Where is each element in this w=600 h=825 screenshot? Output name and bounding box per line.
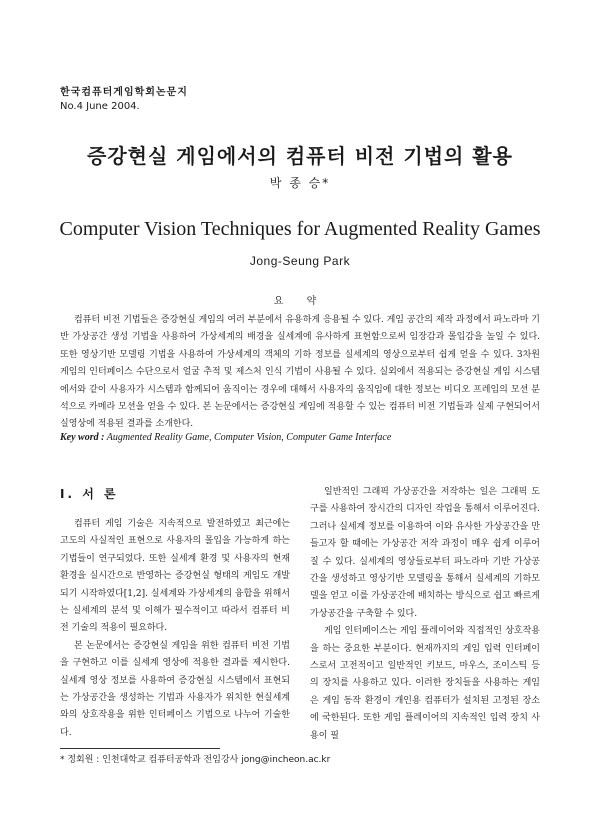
paper-title-english: Computer Vision Techniques for Augmented Reality Games [59,218,541,240]
keywords [60,432,540,443]
journal-issue: No.4 June 2004. [60,101,140,112]
paragraph: 게임 인터페이스는 게임 플레이어와 직접적인 상호작용을 하는 중요한 부분이다. 현재까지의 게임 입력 인터페이스로서 고전적이고 일반적인 키보드, 마우스, 조이스틱 등의 장치를 사용하고 있다. 이러한 장치들을 사용하는 게임은 게임 동작 환경이 개인용 컴퓨터가 설치된 고정된 장소에 국한된다. 또한 게임 플레이어의 지속적인 입력 장치 사용이 필 [310,626,540,741]
left-column [60,486,290,742]
keywords-text: Augmented Reality Game, Computer Vision, Computer Game Interface [106,432,392,443]
journal-header [60,86,188,114]
keywords-label: Key word : [60,432,105,443]
paper-title-korean: 증강현실 게임에서의 컴퓨터 비전 기법의 활용 [87,144,513,168]
footnote-divider [60,748,220,749]
paragraph: 본 논문에서는 증강현실 게임을 위한 컴퓨터 비전 기법을 구현하고 이를 실세계 영상에 적용한 결과를 제시한다. 실세계 영상 정보를 사용하여 증강현실 시스템에서 표현되는 가상공간을 생성하는 기법과 사용자가 위치한 현실세계와의 상호작용을 위한 인터페이스 기법으로 나누어 기술한다. [60,640,290,738]
journal-name: 한국컴퓨터게임학회논문지 [60,87,188,98]
paragraph: 일반적인 그래픽 가상공간을 저작하는 일은 그래픽 도구를 사용하여 장시간의 디자인 작업을 통해서 이루어진다. 그러나 실세계 정보를 이용하여 이와 유사한 가상공간을 만들고자 할 때에는 가상공간 저작 과정이 매우 쉽게 이루어질 수 있다. 실세계의 영상들로부터 파노라마 기반 가상공간을 생성하고 영상기반 모델링을 통해서 실세계의 기하모델을 얻고 이를 가상공간에 배치하는 방식으로 쉽고 빠르게 가상공간을 구축할 수 있다. [310,487,540,619]
right-column [310,484,540,745]
abstract-text: 컴퓨터 비전 기법들은 증강현실 게임의 여러 부분에서 유용하게 응용될 수 있다. 게임 공간의 제작 과정에서 파노라마 기반 가상공간 생성 기법을 사용하여 가상세계의 배경을 실세계에 유사하게 표현함으로써 임장감과 몰입감을 높일 수 있다. 또한 영상기반 모델링 기법을 사용하여 가상세계의 객체의 기하 정보를 실세계의 영상으로부터 쉽게 얻을 수 있다. 3차원 게임의 인터페이스 수단으로서 얼굴 추적 및 제스처 인식 기법이 사용될 수 있다. 실외에서 적용되는 증강현실 게임 시스템에서와 같이 사용자가 시스템과 함께되어 움직이는 경우에 대해서 사용자의 움직임에 대한 정보는 비디오 프레임의 모션 분석으로 카메라 모션을 얻을 수 있다. 본 논문에서는 증강현실 게임에 적용할 수 있는 컴퓨터 비전 기법들과 실제 구현되어서 실영상에 적용된 결과를 소개한다. [60,315,540,430]
author-english: Jong-Seung Park [249,254,351,268]
section-heading-introduction: Ⅰ. 서 론 [60,487,119,501]
abstract-heading: 요 약 [273,296,327,307]
author-footnote: * 정회원 : 인천대학교 컴퓨터공학과 전임강사 jong@incheon.ac.kr [60,755,331,765]
paragraph: 컴퓨터 게임 기술은 지속적으로 발전하였고 최근에는 고도의 사실적인 표현으로 사용자의 몰입을 가능하게 하는 기법들이 연구되었다. 또한 실세계 환경 및 사용자의 현재 환경을 실시간으로 반영하는 증강현실 형태의 게임도 개발되기 시작하였다[1,2]. 실세계와 가상세계의 융합을 위해서는 실세계의 분석 및 이해가 필수적이고 따라서 컴퓨터 비전 기술의 적용이 필요하다. [60,519,290,634]
author-korean: 박 종 승* [269,176,331,190]
